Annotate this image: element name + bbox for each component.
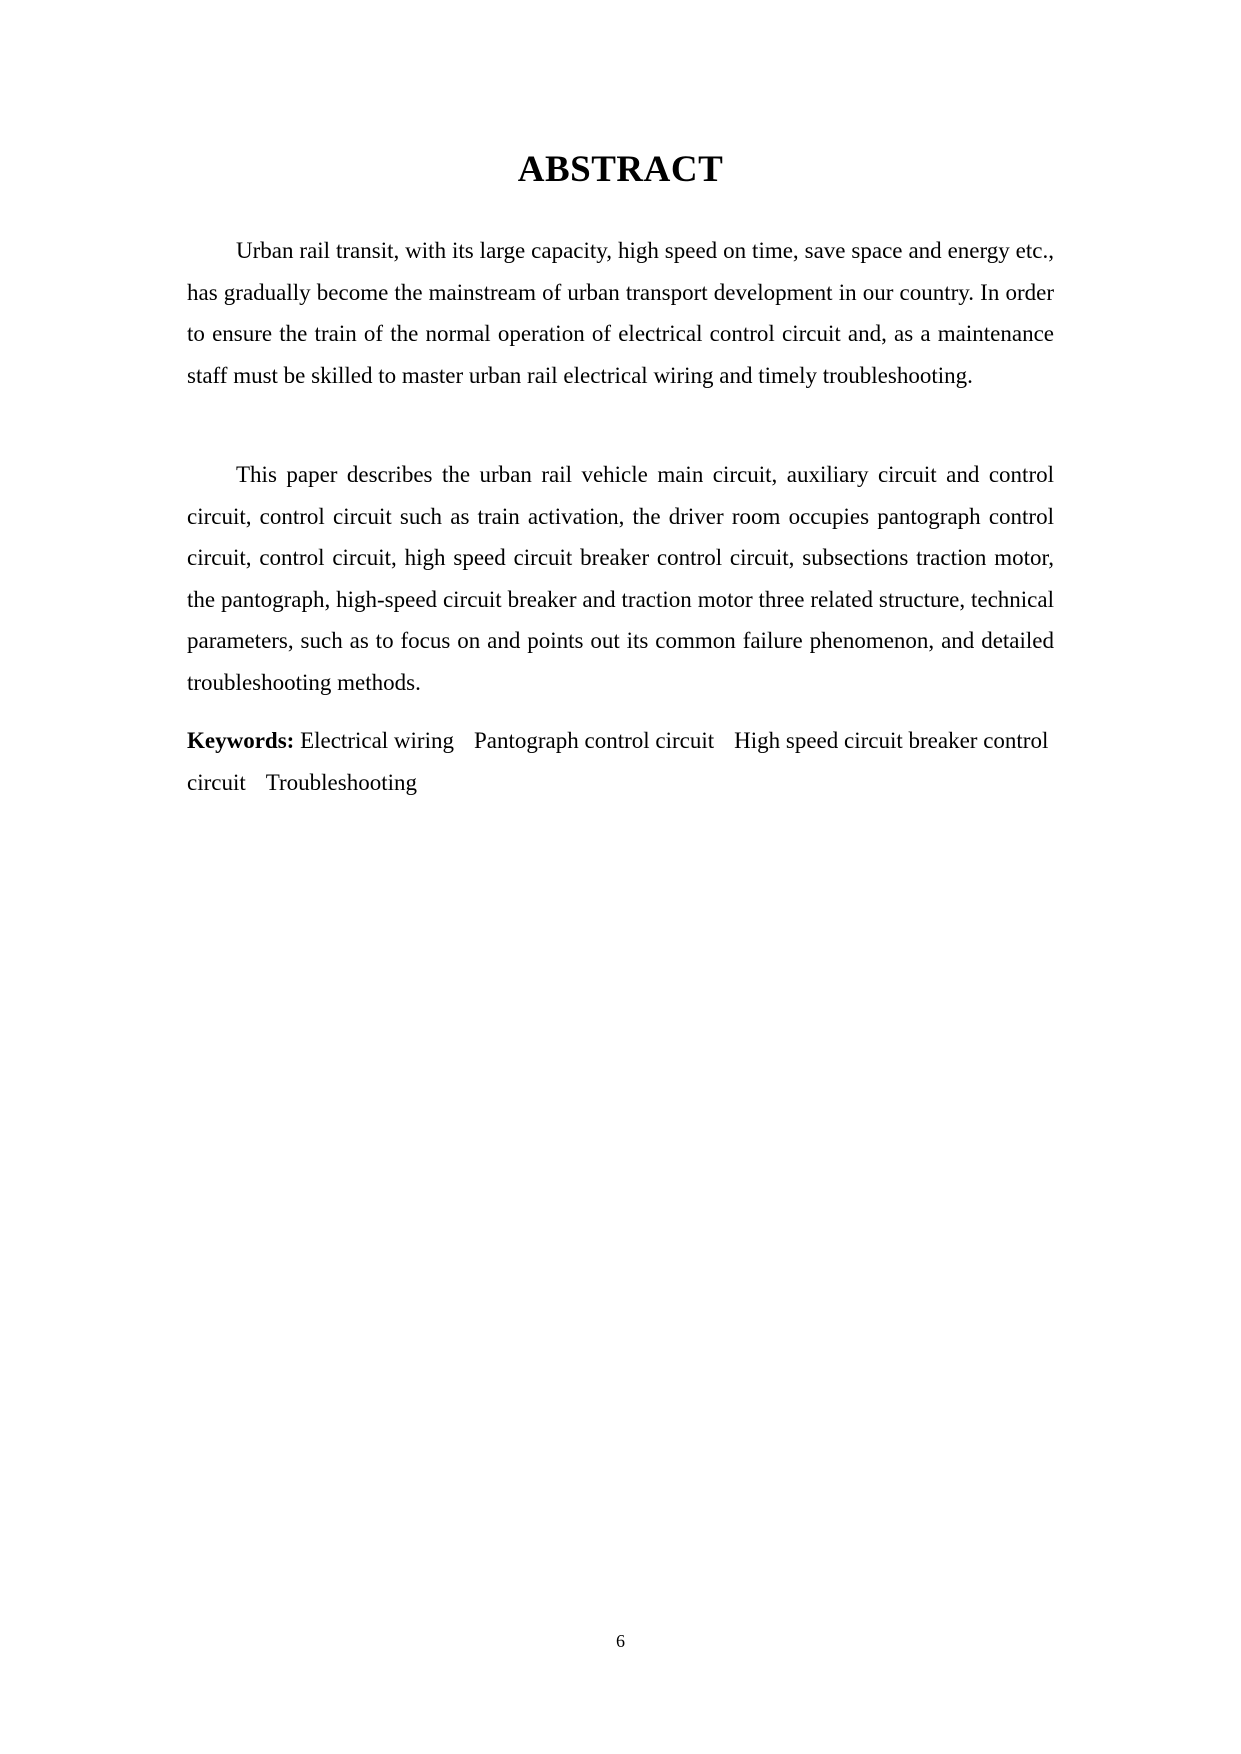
keyword-item: Electrical wiring (300, 728, 454, 753)
abstract-paragraph-2: This paper describes the urban rail vehicle main circuit, auxiliary circuit and control circuit, control circuit such as train activation, the driver room occupies pantograph control circuit, control circuit, high speed circuit breaker control circuit, subsections traction motor, the pantograph, high-speed circuit breaker and traction motor three related structure, technical parameters, such as to focus on and points out its common failure phenomenon, and detailed troubleshooting methods. (187, 462, 1054, 695)
keywords-label: Keywords: (187, 728, 295, 753)
keyword-item: High speed circuit breaker control circuit (187, 728, 1049, 795)
keywords-line (187, 720, 1054, 803)
abstract-paragraph-1: Urban rail transit, with its large capacity, high speed on time, save space and energy etc., has gradually become the mainstream of urban transport development in our country. In order to ensure the train of the normal operation of electrical control circuit and, as a maintenance staff must be skilled to master urban rail electrical wiring and timely troubleshooting. (187, 238, 1054, 388)
keyword-item: Pantograph control circuit (473, 728, 715, 753)
page-title: ABSTRACT (517, 149, 724, 190)
page-number: 6 (616, 1631, 625, 1651)
keyword-item: Troubleshooting (265, 769, 417, 795)
